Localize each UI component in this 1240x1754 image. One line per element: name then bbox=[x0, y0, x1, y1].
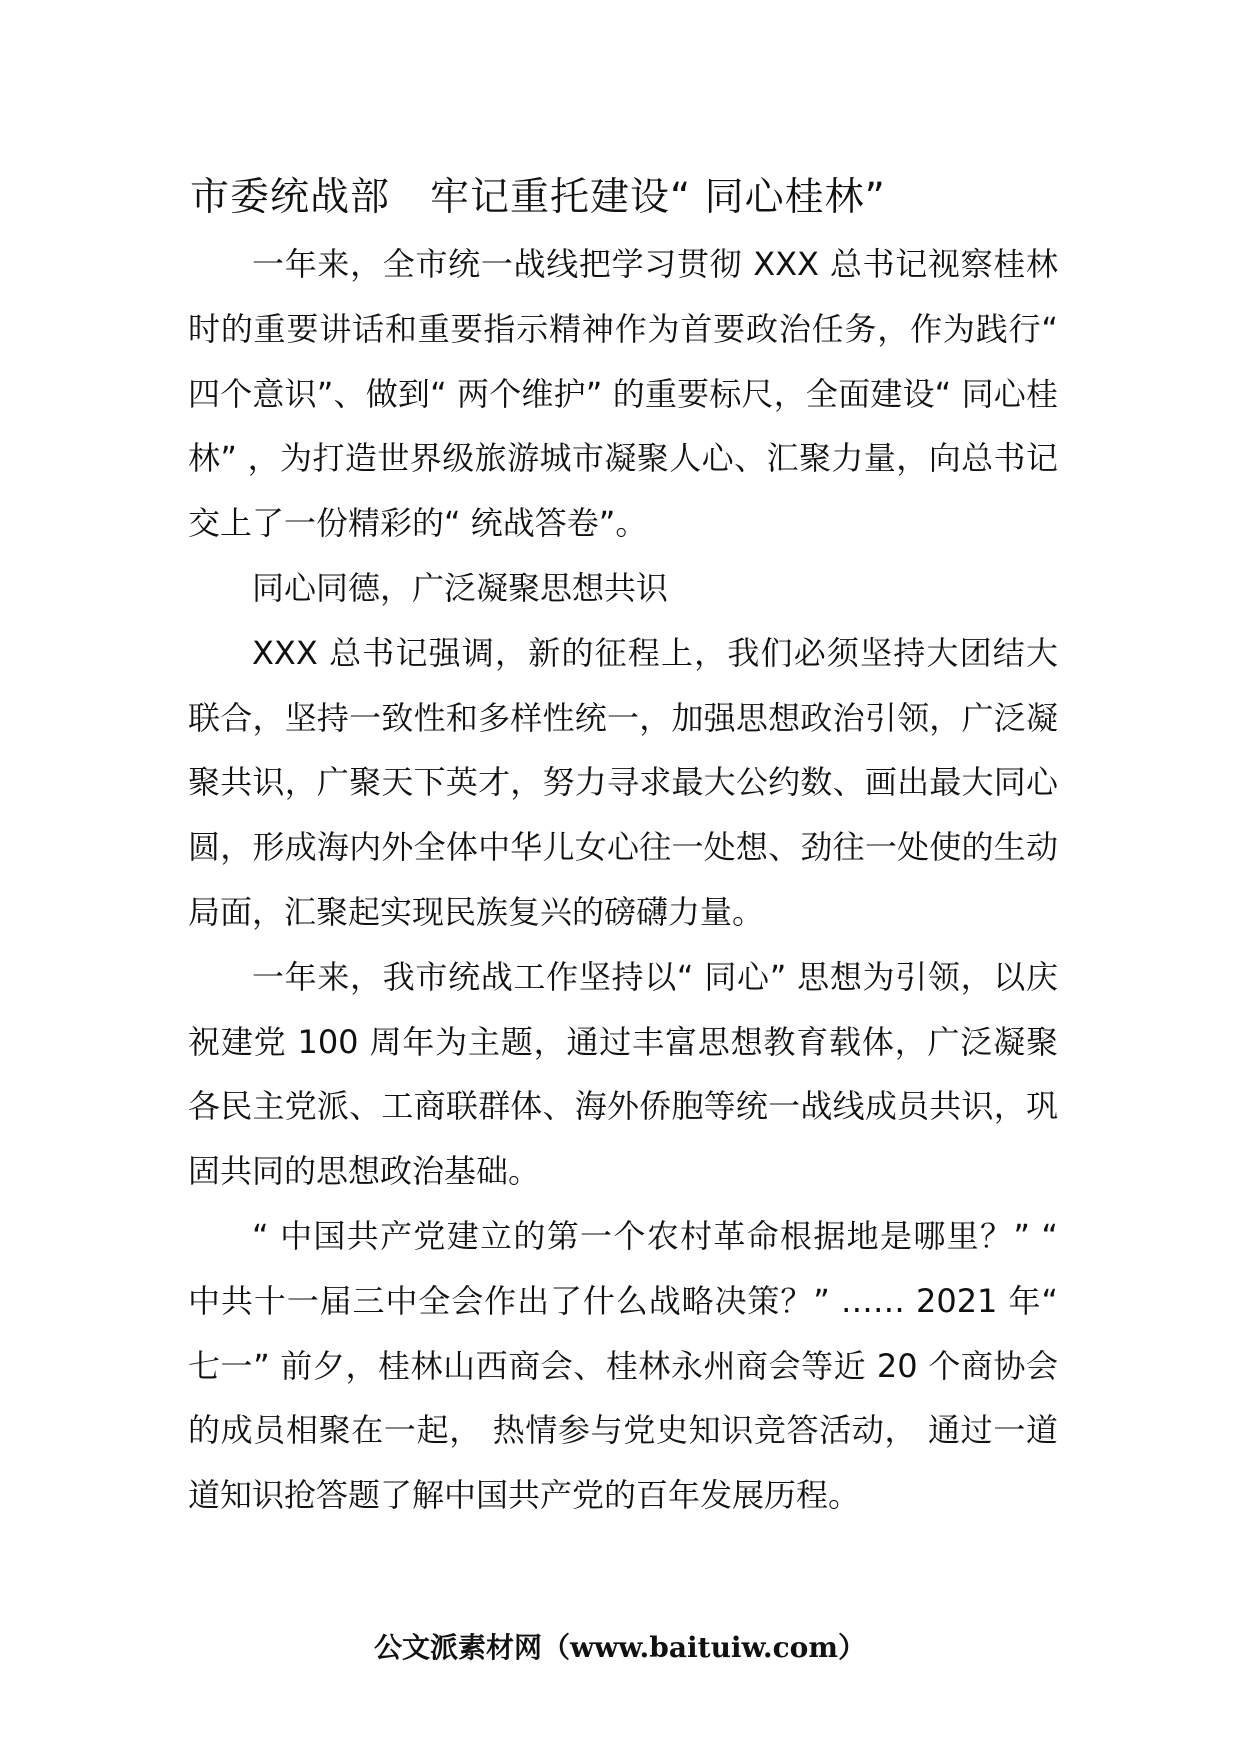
footer-watermark: 公文派素材网（www.baituiw.com） bbox=[374, 1631, 866, 1664]
paragraph-quote: XXX 总书记强调，新的征程上，我们必须坚持大团结大联合，坚持一致性和多样性统一，加强思想政治引领，广泛凝聚共识，广聚天下英才，努力寻求最大公约数、画出最大同心圆，形成海内外全体中华儿女心往一处想、劲往一处使的生动局面，汇聚起实现民族复兴的磅礴力量。 bbox=[188, 633, 1058, 931]
document-body bbox=[188, 232, 1058, 1528]
paragraph-intro: 一年来，全市统一战线把学习贯彻 XXX 总书记视察桂林时的重要讲话和重要指示精神作为首要政治任务，作为践行“ 四个意识”、做到“ 两个维护” 的重要标尺，全面建设“ 同心桂林” ，为打造世界级旅游城市凝聚人心、汇聚力量，向总书记交上了一份精彩的“ 统战答卷”。 bbox=[188, 245, 1058, 543]
paragraph-work: 一年来，我市统战工作坚持以“ 同心” 思想为引领，以庆祝建党 100 周年为主题，通过丰富思想教育载体，广泛凝聚各民主党派、工商联群体、海外侨胞等统一战线成员共识，巩固共同的思想政治基础。 bbox=[188, 957, 1058, 1191]
document-title: 市委统战部 牢记重托建设“ 同心桂林” bbox=[190, 175, 886, 220]
paragraph-quiz: “ 中国共产党建立的第一个农村革命根据地是哪里？” “ 中共十一届三中全会作出了什么战略决策？” …… 2021 年“ 七一” 前夕，桂林山西商会、桂林永州商会等近 20 个商协会的成员相聚在一起， 热情参与党史知识竞答活动， 通过一道道知识抢答题了解中国共产党的百年发展历程。 bbox=[188, 1216, 1058, 1515]
section-heading: 同心同德，广泛凝聚思想共识 bbox=[252, 568, 669, 607]
